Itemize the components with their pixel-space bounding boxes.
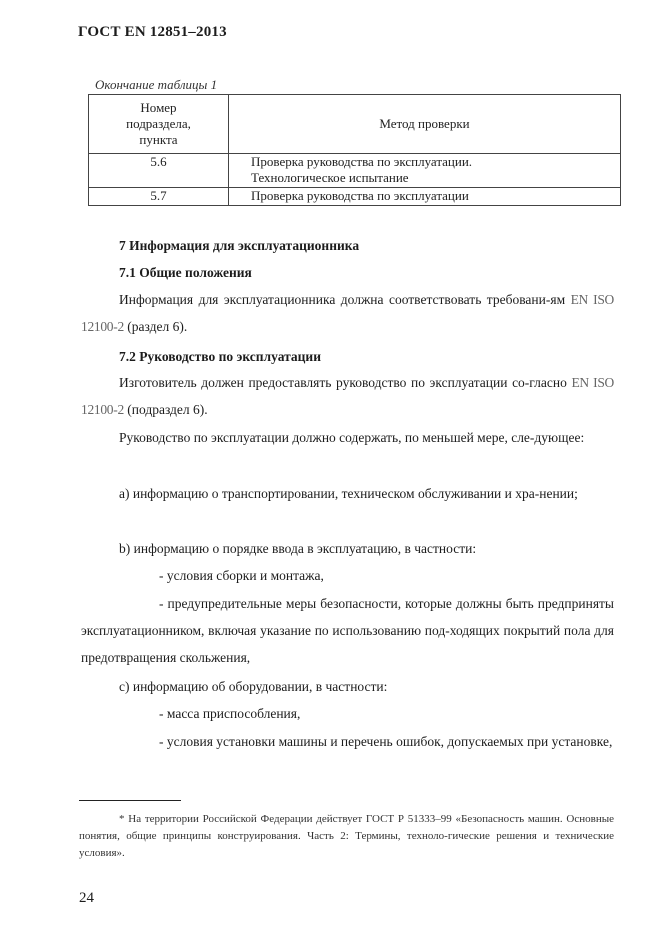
table-row: [89, 188, 621, 206]
column-header-number-line: пункта: [139, 132, 178, 147]
paragraph-text: Информация для эксплуатационника должна соответствовать требовани-ям: [119, 292, 571, 307]
row-number: 5.7: [89, 188, 229, 206]
page-number: 24: [79, 890, 94, 906]
paragraph-text: Изготовитель должен предоставлять руководство по эксплуатации со-гласно: [119, 375, 572, 390]
row-method: [229, 154, 621, 188]
column-header-number-line: Номер: [140, 100, 177, 115]
paragraph-text: (раздел 6).: [123, 319, 188, 334]
footnote-divider: [79, 800, 181, 801]
table-row: [89, 154, 621, 188]
row-method-line: Проверка руководства по эксплуатации.: [251, 154, 473, 169]
footnote: * На территории Российской Федерации действует ГОСТ Р 51333–99 «Безопасность машин. Основные понятия, общие принципы конструирования. Часть 2: Термины, техноло-гические решения и технические условия».: [79, 813, 614, 859]
table-header-row: [89, 95, 621, 154]
manual-content-intro: Руководство по эксплуатации должно содержать, по меньшей мере, сле-дующее:: [119, 430, 585, 445]
section-7-2-text: [81, 369, 614, 423]
row-method: [229, 188, 621, 206]
table-caption: Окончание таблицы 1: [95, 77, 218, 92]
row-number: 5.6: [89, 154, 229, 188]
column-header-number-line: подраздела,: [126, 116, 191, 131]
standard-reference: EN ISO 12100-2: [81, 292, 615, 334]
list-item-b-sub-2: - предупредительные меры безопасности, которые должны быть предприняты эксплуатационником, включая указание по использованию под-ходящих покрытий пола для предотвращения скольжения,: [81, 596, 614, 665]
section-7-1-title: 7.1 Общие положения: [119, 265, 252, 280]
verification-table: [88, 94, 621, 206]
list-item-c: c) информацию об оборудовании, в частности:: [119, 679, 388, 694]
row-method-line: Технологическое испытание: [251, 170, 409, 185]
list-item-b: b) информацию о порядке ввода в эксплуатацию, в частности:: [119, 541, 477, 556]
document-header: ГОСТ EN 12851–2013: [78, 24, 227, 40]
paragraph-text: (подраздел 6).: [123, 402, 208, 417]
list-item-a: a) информацию о транспортировании, техническом обслуживании и хра-нении;: [119, 486, 578, 501]
standard-reference: EN ISO 12100-2: [81, 375, 614, 417]
list-item-c-sub-2: - условия установки машины и перечень ошибок, допускаемых при установке,: [159, 734, 613, 749]
list-item-b-sub-1: - условия сборки и монтажа,: [159, 568, 324, 583]
section-7-2-title: 7.2 Руководство по эксплуатации: [119, 349, 321, 364]
column-header-number: [89, 95, 229, 154]
list-item-c-sub-1: - масса приспособления,: [159, 706, 301, 721]
row-method-line: Проверка руководства по эксплуатации: [251, 188, 469, 203]
section-7-title: 7 Информация для эксплуатационника: [119, 238, 360, 253]
column-header-method: Метод проверки: [229, 95, 621, 154]
section-7-1-text: [81, 286, 614, 340]
